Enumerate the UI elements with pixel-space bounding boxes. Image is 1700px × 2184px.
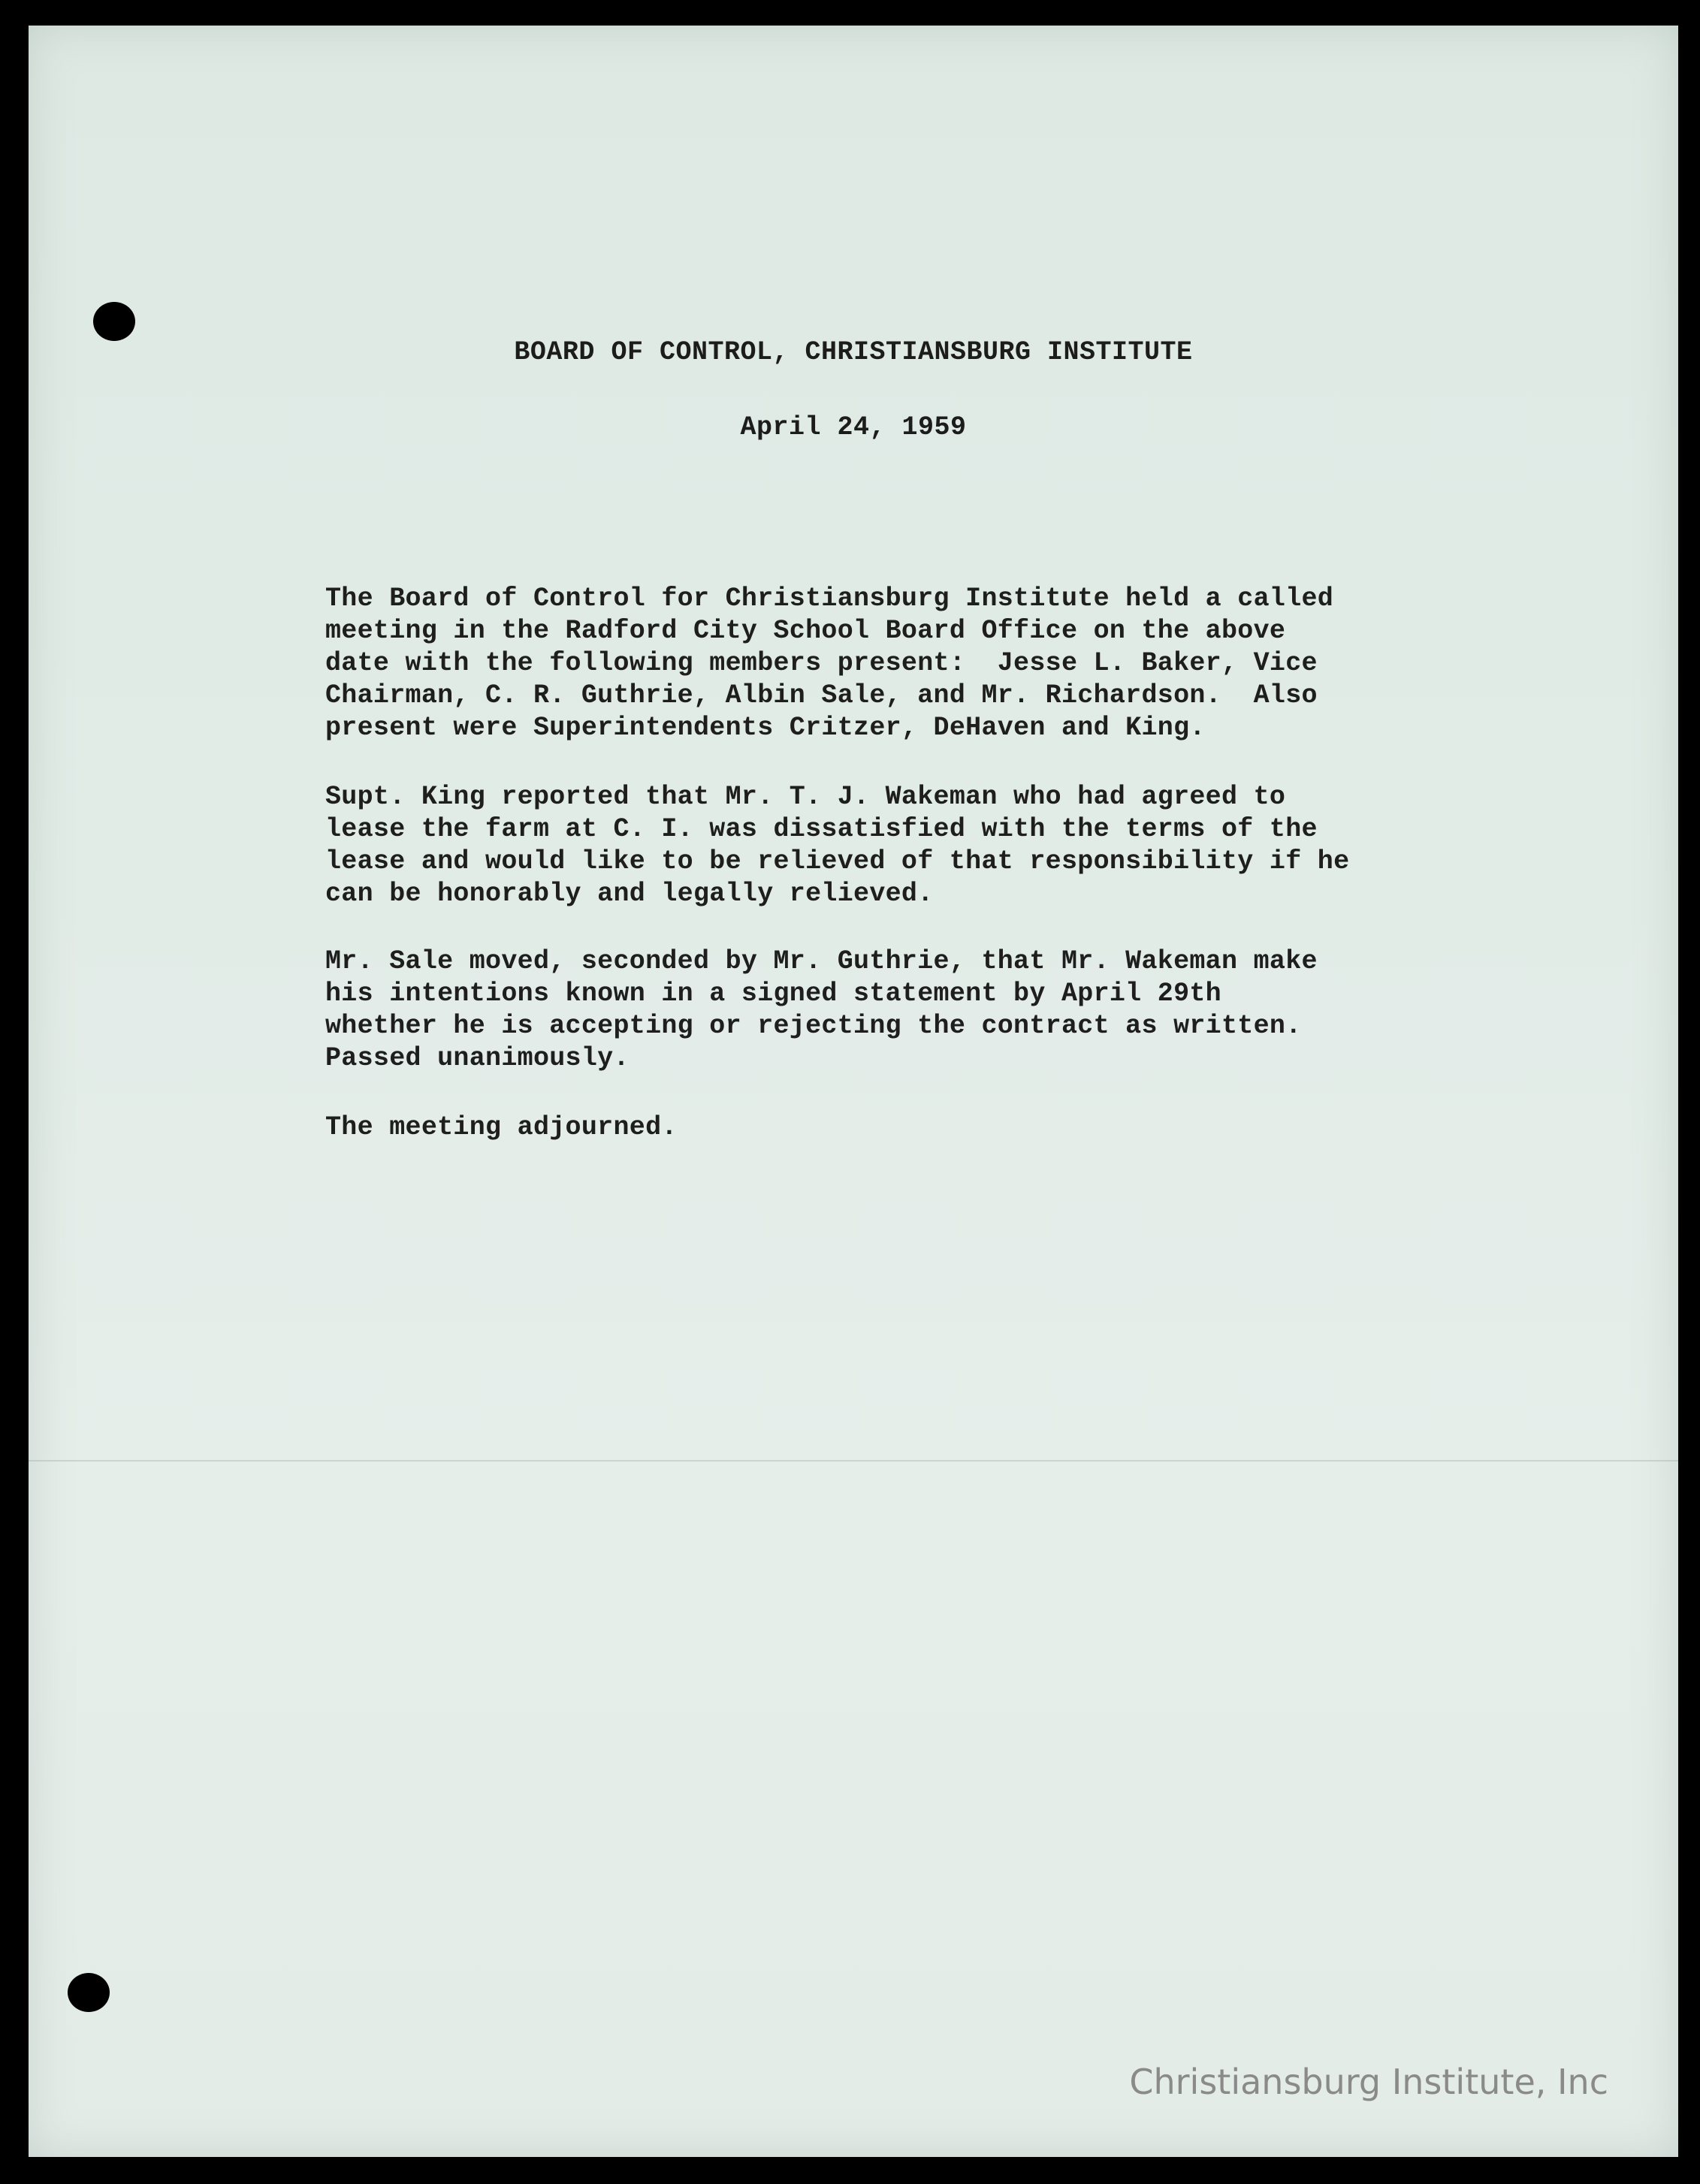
paragraph-line: Mr. Sale moved, seconded by Mr. Guthrie, that Mr. Wakeman make xyxy=(325,946,1318,976)
paragraph-attendance xyxy=(325,583,1467,744)
paragraph-line: The Board of Control for Christiansburg Institute held a called xyxy=(325,584,1334,614)
document-date: April 24, 1959 xyxy=(740,412,967,442)
paragraph-line: lease the farm at C. I. was dissatisfied with the terms of the xyxy=(325,814,1318,844)
paragraph-adjournment xyxy=(325,1112,1467,1144)
paragraph-line: whether he is accepting or rejecting the contract as written. xyxy=(325,1011,1302,1041)
paragraph-line: The meeting adjourned. xyxy=(325,1112,678,1142)
paragraph-line: Chairman, C. R. Guthrie, Albin Sale, and Mr. Richardson. Also xyxy=(325,680,1318,710)
paragraph-line: lease and would like to be relieved of that responsibility if he xyxy=(325,846,1350,876)
paragraph-line: date with the following members present: Jesse L. Baker, Vice xyxy=(325,648,1318,678)
punch-hole-top xyxy=(93,302,135,341)
paragraph-motion xyxy=(325,946,1467,1075)
punch-hole-bottom xyxy=(68,1973,110,2012)
paragraph-line: can be honorably and legally relieved. xyxy=(325,879,934,909)
paragraph-line: meeting in the Radford City School Board Office on the above xyxy=(325,616,1286,646)
fold-line xyxy=(29,1460,1678,1462)
document-title: BOARD OF CONTROL, CHRISTIANSBURG INSTITUTE xyxy=(514,337,1193,367)
document-page xyxy=(29,26,1678,2157)
paragraph-line: present were Superintendents Critzer, DeHaven and King. xyxy=(325,713,1206,743)
paragraph-report xyxy=(325,781,1467,910)
watermark: Christiansburg Institute, Inc xyxy=(1129,2062,1608,2102)
paragraph-line: Passed unanimously. xyxy=(325,1043,630,1073)
paragraph-line: Supt. King reported that Mr. T. J. Wakeman who had agreed to xyxy=(325,782,1286,812)
paragraph-line: his intentions known in a signed statement by April 29th xyxy=(325,979,1221,1009)
